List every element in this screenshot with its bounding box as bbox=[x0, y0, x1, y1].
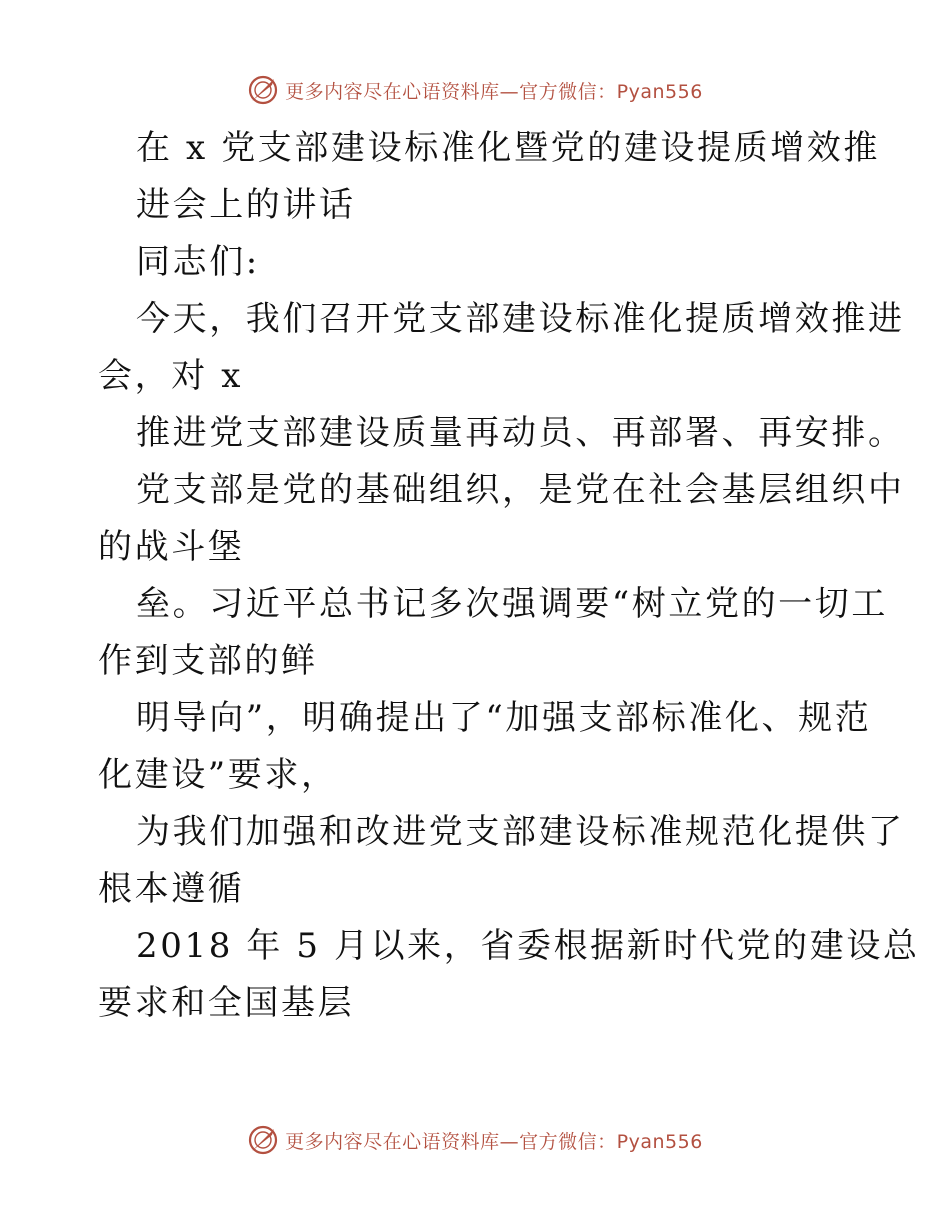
watermark-header bbox=[0, 70, 950, 110]
document-title-continued: 进会上的讲话 bbox=[136, 185, 356, 225]
quill-seal-icon bbox=[247, 74, 279, 106]
paragraph-line: 作到支部的鲜 bbox=[98, 641, 318, 681]
watermark-text: 更多内容尽在心语资料库—官方微信：Pyan556 bbox=[285, 80, 703, 103]
paragraph-line: 明导向”，明确提出了“加强支部标准化、规范 bbox=[136, 698, 872, 738]
document-title: 在 x 党支部建设标准化暨党的建设提质增效推 bbox=[136, 128, 880, 168]
document-body bbox=[98, 120, 920, 1032]
paragraph-line: 会，对 x bbox=[98, 356, 243, 396]
paragraph-line: 2018 年 5 月以来，省委根据新时代党的建设总 bbox=[136, 926, 920, 966]
paragraph-line: 为我们加强和改进党支部建设标准规范化提供了 bbox=[136, 812, 905, 852]
paragraph-line: 推进党支部建设质量再动员、再部署、再安排。 bbox=[136, 413, 905, 453]
paragraph-line: 的战斗堡 bbox=[98, 527, 245, 567]
watermark-text: 更多内容尽在心语资料库—官方微信：Pyan556 bbox=[285, 1130, 703, 1153]
paragraph-line: 今天，我们召开党支部建设标准化提质增效推进 bbox=[136, 299, 905, 339]
paragraph-line: 根本遵循 bbox=[98, 869, 245, 909]
quill-seal-icon bbox=[247, 1124, 279, 1156]
paragraph-line: 要求和全国基层 bbox=[98, 983, 355, 1023]
paragraph-line: 化建设”要求， bbox=[98, 755, 338, 795]
watermark-footer bbox=[0, 1120, 950, 1160]
greeting: 同志们: bbox=[136, 242, 260, 282]
paragraph-line: 党支部是党的基础组织，是党在社会基层组织中 bbox=[136, 470, 905, 510]
paragraph-line: 垒。习近平总书记多次强调要“树立党的一切工 bbox=[136, 584, 888, 624]
